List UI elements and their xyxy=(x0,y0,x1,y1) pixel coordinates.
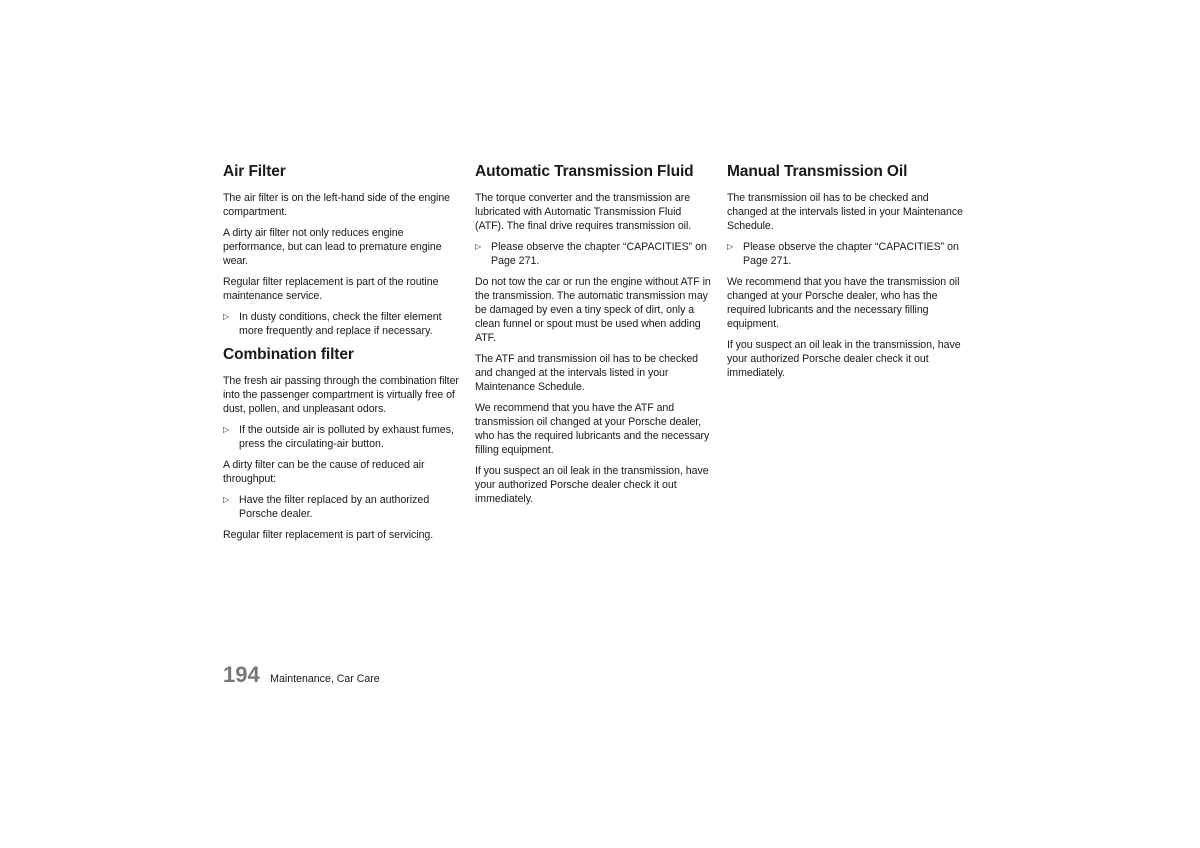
page-footer xyxy=(223,662,380,688)
paragraph: The ATF and transmission oil has to be checked and changed at the intervals listed in your Maintenance Schedule. xyxy=(475,353,699,393)
bullet-text: Please observe the chapter “CAPACITIES” on Page 271. xyxy=(743,241,959,267)
paragraph: The fresh air passing through the combination filter into the passenger compartment is virtually free of dust, pollen, and unpleasant odors. xyxy=(223,375,459,415)
triangle-right-icon: ▷ xyxy=(223,312,230,321)
heading-air-filter: Air Filter xyxy=(223,163,286,180)
paragraph: We recommend that you have the transmission oil changed at your Porsche dealer, who has the required lubricants and the necessary filling equipment. xyxy=(727,276,960,330)
triangle-right-icon: ▷ xyxy=(223,425,230,434)
paragraph: Regular filter replacement is part of the routine maintenance service. xyxy=(223,276,439,302)
paragraph: A dirty air filter not only reduces engine performance, but can lead to premature engine wear. xyxy=(223,227,442,267)
column-automatic-transmission-fluid xyxy=(475,162,713,513)
bullet-text: Have the filter replaced by an authorized Porsche dealer. xyxy=(239,494,430,520)
bullet-item xyxy=(223,310,461,338)
bullet-text: If the outside air is polluted by exhaust fumes, press the circulating-air button. xyxy=(239,424,454,450)
paragraph: If you suspect an oil leak in the transmission, have your authorized Porsche dealer check it out immediately. xyxy=(475,465,709,505)
triangle-right-icon: ▷ xyxy=(223,495,230,504)
bullet-item xyxy=(727,240,965,268)
paragraph: If you suspect an oil leak in the transmission, have your authorized Porsche dealer check it out immediately. xyxy=(727,339,961,379)
bullet-text: Please observe the chapter “CAPACITIES” on Page 271. xyxy=(491,241,707,267)
paragraph: We recommend that you have the ATF and transmission oil changed at your Porsche dealer, who has the required lubricants and the necessary filling equipment. xyxy=(475,402,710,456)
heading-automatic-transmission-fluid: Automatic Transmission Fluid xyxy=(475,163,694,180)
bullet-item xyxy=(223,493,461,521)
section-title: Maintenance, Car Care xyxy=(270,673,380,685)
paragraph: The transmission oil has to be checked and changed at the intervals listed in your Maintenance Schedule. xyxy=(727,192,963,232)
heading-combination-filter: Combination filter xyxy=(223,346,354,363)
paragraph: The torque converter and the transmission are lubricated with Automatic Transmission Fluid (ATF). The final drive requires transmission oil. xyxy=(475,192,692,232)
column-air-filter xyxy=(223,162,461,549)
column-manual-transmission-oil xyxy=(727,162,965,387)
paragraph: Regular filter replacement is part of servicing. xyxy=(223,529,434,541)
triangle-right-icon: ▷ xyxy=(727,242,734,251)
bullet-item xyxy=(223,423,461,451)
bullet-text: In dusty conditions, check the filter element more frequently and replace if necessary. xyxy=(239,311,442,337)
triangle-right-icon: ▷ xyxy=(475,242,482,251)
page-number: 194 xyxy=(223,662,260,687)
paragraph: The air filter is on the left-hand side of the engine compartment. xyxy=(223,192,451,218)
bullet-item xyxy=(475,240,713,268)
paragraph: Do not tow the car or run the engine without ATF in the transmission. The automatic transmission may be damaged by even a tiny speck of dirt, only a clean funnel or spout must be used when adding ATF. xyxy=(475,276,711,344)
paragraph: A dirty filter can be the cause of reduced air throughput: xyxy=(223,459,425,485)
heading-manual-transmission-oil: Manual Transmission Oil xyxy=(727,163,908,180)
